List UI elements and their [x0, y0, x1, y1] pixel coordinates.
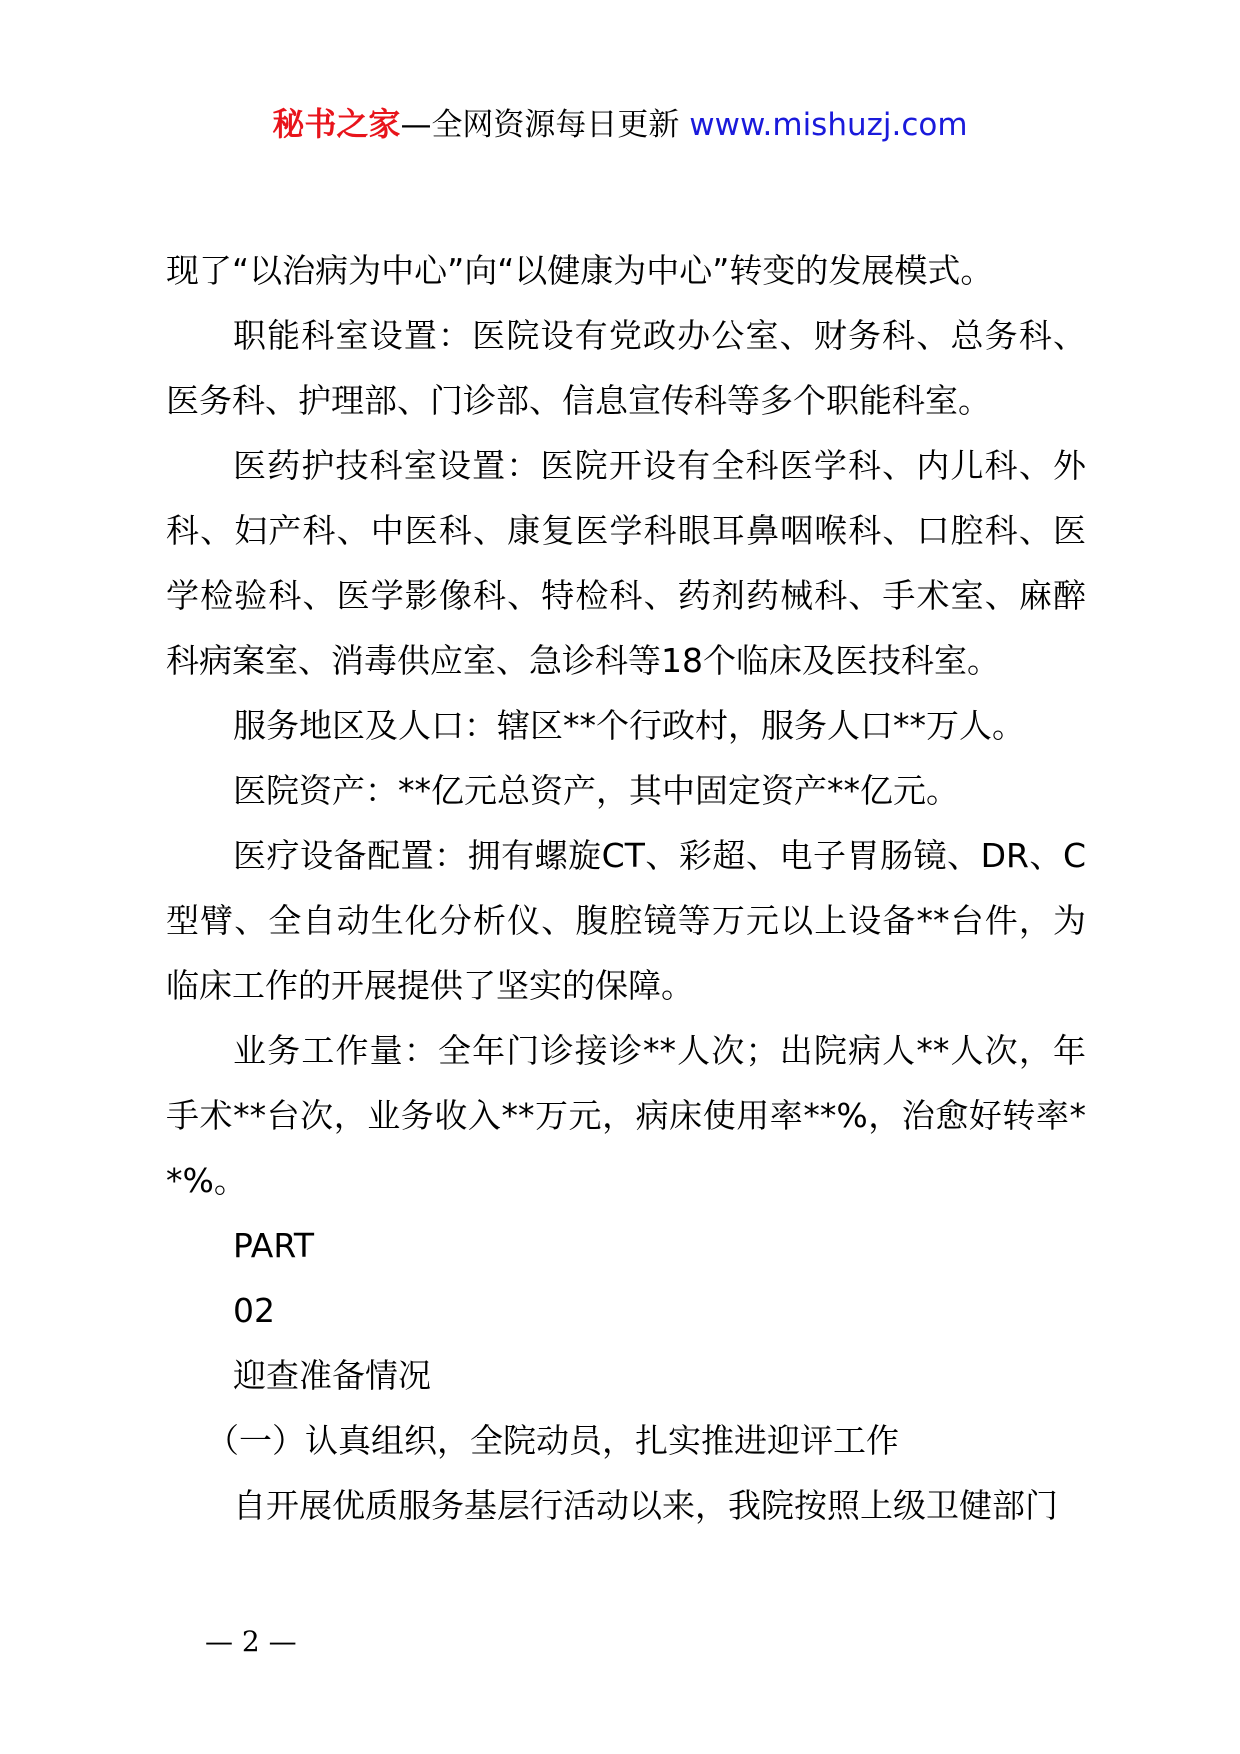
- paragraph-continuation: 现了“以治病为中心”向“以健康为中心”转变的发展模式。: [166, 251, 994, 290]
- section-title: 迎查准备情况: [233, 1356, 431, 1395]
- header-brand: 秘书之家: [272, 105, 401, 143]
- document-body: [166, 238, 1086, 1538]
- part-label: PART: [233, 1226, 315, 1265]
- header-slogan: —全网资源每日更新: [400, 107, 690, 143]
- part-number: 02: [233, 1291, 275, 1330]
- header-url: www.mishuzj.com: [689, 107, 968, 143]
- paragraph-last: 自开展优质服务基层行活动以来，我院按照上级卫健部门: [233, 1486, 1058, 1525]
- page-number: — 2 —: [205, 1625, 297, 1658]
- paragraph-assets: 医院资产：**亿元总资产，其中固定资产**亿元。: [233, 771, 959, 810]
- paragraph-functional-departments: 职能科室设置：医院设有党政办公室、财务科、总务科、医务科、护理部、门诊部、信息宣传科等多个职能科室。: [166, 316, 1086, 420]
- paragraph-clinical-departments: 医药护技科室设置：医院开设有全科医学科、内儿科、外科、妇产科、中医科、康复医学科眼耳鼻咽喉科、口腔科、医学检验科、医学影像科、特检科、药剂药械科、手术室、麻醉科病案室、消毒供应室、急诊科等18个临床及医技科室。: [166, 446, 1086, 680]
- paragraph-workload: 业务工作量：全年门诊接诊**人次；出院病人**人次，年手术**台次，业务收入**万元，病床使用率**%，治愈好转率**%。: [166, 1031, 1086, 1200]
- paragraph-service-area: 服务地区及人口：辖区**个行政村，服务人口**万人。: [233, 706, 1025, 745]
- subsection-title: （一）认真组织，全院动员，扎实推进迎评工作: [206, 1421, 899, 1460]
- paragraph-equipment: 医疗设备配置：拥有螺旋CT、彩超、电子胃肠镜、DR、C型臂、全自动生化分析仪、腹腔镜等万元以上设备**台件，为临床工作的开展提供了坚实的保障。: [166, 836, 1086, 1005]
- page-header: [0, 104, 1240, 145]
